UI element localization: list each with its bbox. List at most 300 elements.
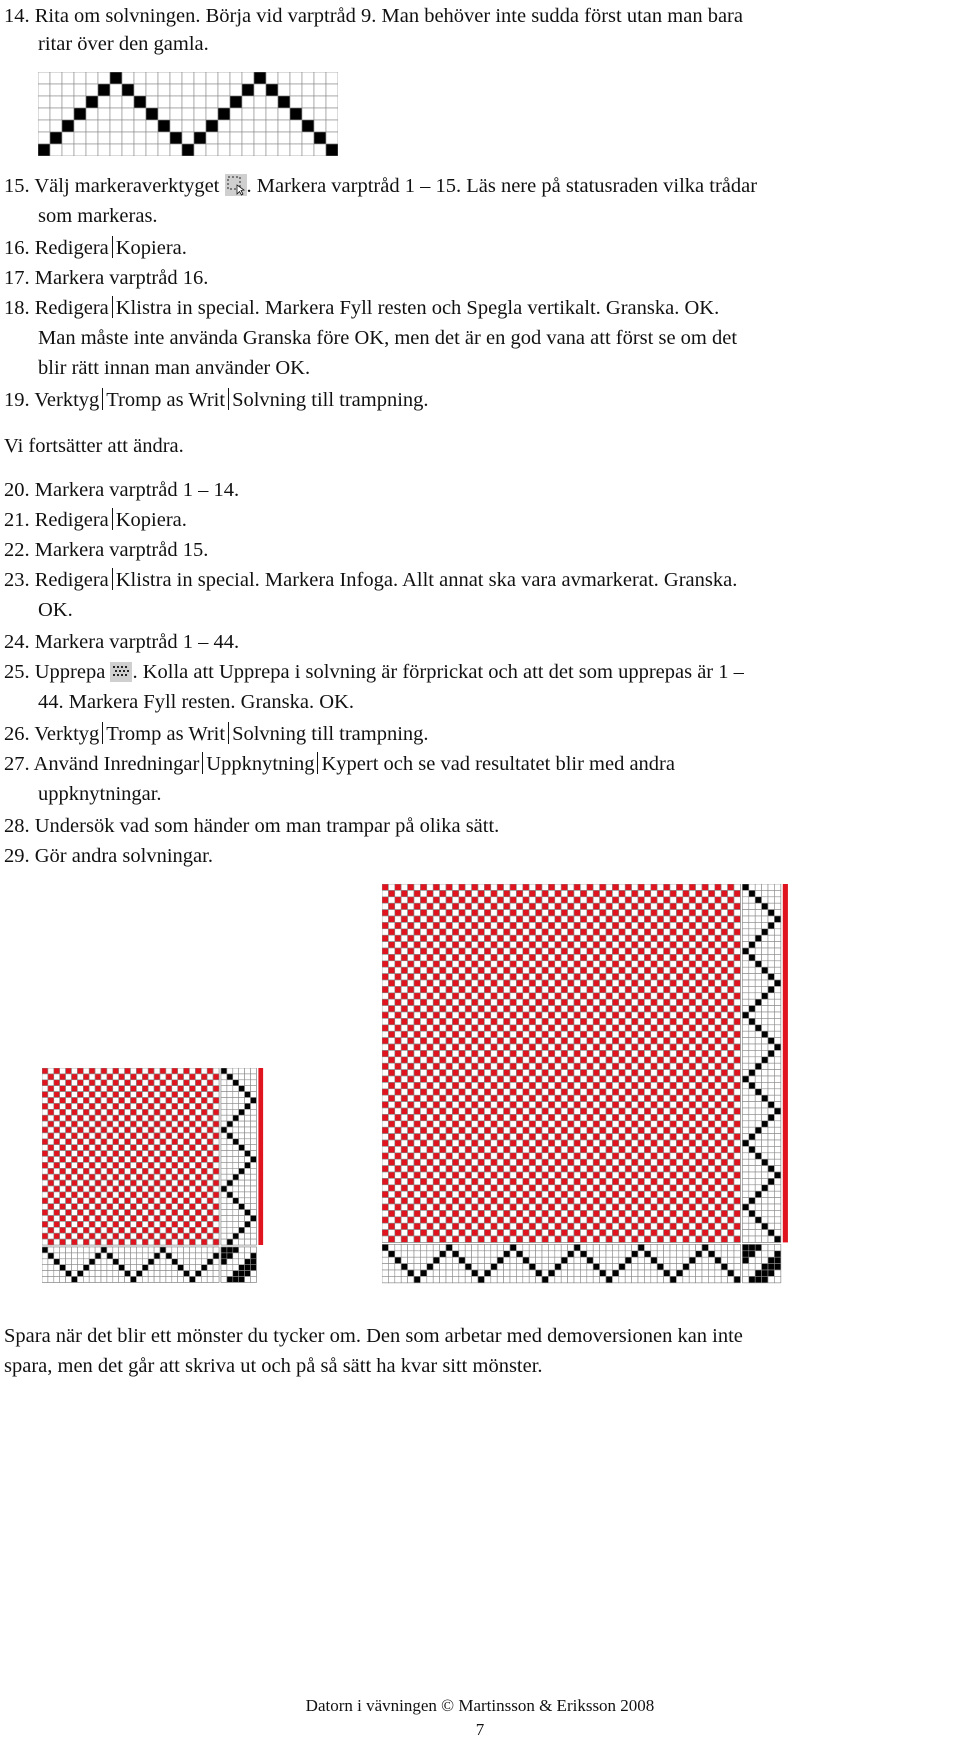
large-drawdown-cell: [440, 1178, 446, 1184]
large-drawdown-cell: [574, 1102, 580, 1108]
large-drawdown-cell: [606, 1140, 612, 1146]
small-treadling-cell: [251, 1227, 257, 1233]
large-drawdown-cell: [683, 1025, 689, 1031]
large-drawdown-cell: [625, 993, 631, 999]
small-drawdown-cell: [166, 1221, 172, 1227]
small-drawdown-cell: [113, 1074, 119, 1080]
large-drawdown-cell: [625, 1114, 631, 1120]
large-drawdown-cell: [440, 1230, 446, 1236]
large-drawdown-cell: [670, 993, 676, 999]
small-drawdown-cell: [66, 1186, 72, 1192]
small-threading-cell: [136, 1259, 142, 1265]
large-drawdown-cell: [593, 1159, 599, 1165]
small-drawdown-cell: [101, 1121, 107, 1127]
small-threading-cell: [172, 1259, 178, 1265]
small-drawdown-cell: [207, 1145, 213, 1151]
small-drawdown-cell: [160, 1103, 166, 1109]
small-drawdown-cell: [142, 1174, 148, 1180]
large-drawdown-cell: [702, 1044, 708, 1050]
large-treadling-cell: [742, 935, 748, 941]
large-drawdown-cell: [715, 1140, 721, 1146]
small-drawdown-cell: [89, 1204, 95, 1210]
large-drawdown-cell: [433, 1140, 439, 1146]
large-drawdown-cell: [670, 1210, 676, 1216]
small-drawdown-cell: [201, 1186, 207, 1192]
small-drawdown-cell: [201, 1092, 207, 1098]
large-drawdown-cell: [555, 1236, 561, 1242]
small-drawdown-cell: [190, 1174, 196, 1180]
large-drawdown-cell: [408, 1057, 414, 1063]
large-drawdown-cell: [408, 980, 414, 986]
small-drawdown-cell: [72, 1145, 78, 1151]
large-drawdown-cell: [504, 1095, 510, 1101]
large-drawdown-cell: [484, 1178, 490, 1184]
large-drawdown-cell: [484, 1236, 490, 1242]
large-drawdown-cell: [542, 903, 548, 909]
large-drawdown-cell: [446, 1191, 452, 1197]
small-drawdown-cell: [72, 1151, 78, 1157]
large-drawdown-cell: [555, 1121, 561, 1127]
large-drawdown-cell: [638, 993, 644, 999]
large-drawdown-cell: [638, 1102, 644, 1108]
threading-cell: [302, 108, 314, 120]
large-drawdown-cell: [420, 1153, 426, 1159]
large-drawdown-cell: [593, 1057, 599, 1063]
large-drawdown-cell: [644, 910, 650, 916]
large-drawdown-cell: [632, 884, 638, 890]
large-drawdown-cell: [555, 910, 561, 916]
small-drawdown-cell: [213, 1204, 219, 1210]
small-treadling-cell: [227, 1233, 233, 1239]
large-drawdown-cell: [587, 890, 593, 896]
large-drawdown-cell: [580, 1076, 586, 1082]
large-drawdown-cell: [401, 1063, 407, 1069]
small-drawdown-cell: [101, 1221, 107, 1227]
large-drawdown-cell: [638, 1070, 644, 1076]
large-drawdown-cell: [632, 922, 638, 928]
small-treadling-cell: [233, 1204, 239, 1210]
small-drawdown-cell: [89, 1233, 95, 1239]
large-drawdown-cell: [657, 929, 663, 935]
small-drawdown-cell: [101, 1086, 107, 1092]
large-drawdown-cell: [408, 1172, 414, 1178]
large-drawdown-cell: [651, 993, 657, 999]
large-drawdown-cell: [542, 922, 548, 928]
large-drawdown-cell: [696, 999, 702, 1005]
small-drawdown-cell: [184, 1239, 190, 1245]
small-treadling-cell: [239, 1186, 245, 1192]
large-drawdown-cell: [734, 1006, 740, 1012]
small-drawdown-cell: [207, 1109, 213, 1115]
large-drawdown-cell: [683, 1057, 689, 1063]
large-drawdown-cell: [561, 954, 567, 960]
large-drawdown-cell: [670, 935, 676, 941]
large-drawdown-cell: [472, 1210, 478, 1216]
large-drawdown-cell: [670, 1095, 676, 1101]
large-drawdown-cell: [536, 999, 542, 1005]
large-drawdown-cell: [619, 1140, 625, 1146]
large-treadling-cell: [768, 1076, 774, 1082]
large-drawdown-cell: [683, 1038, 689, 1044]
large-drawdown-cell: [542, 1153, 548, 1159]
large-drawdown-cell: [676, 1134, 682, 1140]
large-drawdown-cell: [702, 993, 708, 999]
small-threading-cell: [184, 1271, 190, 1277]
large-drawdown-cell: [638, 1172, 644, 1178]
small-threading-cell: [195, 1253, 201, 1259]
large-drawdown-cell: [542, 961, 548, 967]
small-drawdown-cell: [89, 1127, 95, 1133]
small-drawdown-cell: [60, 1239, 66, 1245]
large-drawdown-cell: [478, 1102, 484, 1108]
large-drawdown-cell: [721, 1223, 727, 1229]
large-drawdown-cell: [593, 1146, 599, 1152]
small-drawdown-cell: [77, 1239, 83, 1245]
large-drawdown-cell: [625, 922, 631, 928]
large-drawdown-cell: [593, 1172, 599, 1178]
large-drawdown-cell: [632, 1172, 638, 1178]
large-drawdown-cell: [491, 1114, 497, 1120]
large-treadling-cell: [755, 910, 761, 916]
large-drawdown-cell: [580, 1006, 586, 1012]
small-drawdown-cell: [190, 1086, 196, 1092]
small-drawdown-cell: [42, 1168, 48, 1174]
large-treadling-cell: [749, 922, 755, 928]
small-drawdown-cell: [66, 1157, 72, 1163]
large-treadling-cell: [749, 929, 755, 935]
small-drawdown-cell: [190, 1080, 196, 1086]
large-drawdown-cell: [433, 1191, 439, 1197]
large-drawdown-cell: [644, 1006, 650, 1012]
small-drawdown-cell: [213, 1080, 219, 1086]
large-drawdown-cell: [491, 1198, 497, 1204]
large-drawdown-cell: [734, 1057, 740, 1063]
large-drawdown-cell: [536, 916, 542, 922]
large-drawdown-cell: [536, 1063, 542, 1069]
large-drawdown-cell: [440, 1114, 446, 1120]
large-drawdown-cell: [721, 954, 727, 960]
large-drawdown-cell: [420, 1114, 426, 1120]
large-drawdown-cell: [708, 1121, 714, 1127]
large-drawdown-cell: [465, 1031, 471, 1037]
large-drawdown-cell: [382, 1012, 388, 1018]
small-tieup-cell: [227, 1265, 233, 1271]
large-drawdown-cell: [459, 1038, 465, 1044]
large-drawdown-cell: [708, 922, 714, 928]
large-drawdown-cell: [516, 890, 522, 896]
large-drawdown-cell: [465, 916, 471, 922]
large-drawdown-cell: [664, 1185, 670, 1191]
small-drawdown-cell: [95, 1151, 101, 1157]
large-treadling-cell: [774, 1223, 780, 1229]
large-drawdown-cell: [420, 1006, 426, 1012]
large-drawdown-cell: [728, 1031, 734, 1037]
large-drawdown-cell: [644, 1127, 650, 1133]
large-drawdown-cell: [484, 1191, 490, 1197]
large-drawdown-cell: [382, 1070, 388, 1076]
large-drawdown-cell: [568, 916, 574, 922]
small-drawdown-cell: [201, 1098, 207, 1104]
small-drawdown-cell: [213, 1151, 219, 1157]
small-drawdown-cell: [107, 1168, 113, 1174]
large-drawdown-cell: [657, 897, 663, 903]
large-drawdown-cell: [734, 1204, 740, 1210]
large-drawdown-cell: [497, 1102, 503, 1108]
large-drawdown-cell: [715, 1018, 721, 1024]
large-drawdown-cell: [414, 999, 420, 1005]
large-drawdown-cell: [388, 967, 394, 973]
small-drawdown-cell: [207, 1115, 213, 1121]
large-drawdown-cell: [472, 1223, 478, 1229]
large-drawdown-cell: [452, 1191, 458, 1197]
small-drawdown-cell: [131, 1074, 137, 1080]
small-drawdown-cell: [201, 1103, 207, 1109]
large-treadling-cell: [774, 1153, 780, 1159]
small-threading-cell: [95, 1253, 101, 1259]
large-drawdown-cell: [401, 1031, 407, 1037]
large-drawdown-cell: [395, 890, 401, 896]
threading-cell: [158, 120, 170, 132]
large-drawdown-cell: [484, 1204, 490, 1210]
small-treadling-cell: [221, 1121, 227, 1127]
large-drawdown-cell: [580, 961, 586, 967]
small-drawdown-cell: [77, 1216, 83, 1222]
small-drawdown-cell: [207, 1068, 213, 1074]
large-drawdown-cell: [683, 1191, 689, 1197]
small-drawdown-cell: [190, 1192, 196, 1198]
large-drawdown-cell: [529, 1095, 535, 1101]
large-drawdown-cell: [542, 1102, 548, 1108]
large-drawdown-cell: [664, 974, 670, 980]
large-drawdown-cell: [548, 1095, 554, 1101]
large-drawdown-cell: [670, 1012, 676, 1018]
large-drawdown-cell: [440, 916, 446, 922]
large-drawdown-cell: [484, 948, 490, 954]
large-drawdown-cell: [478, 1031, 484, 1037]
small-threading-cell: [119, 1277, 125, 1283]
small-tieup-cell: [251, 1265, 257, 1271]
large-drawdown-cell: [465, 961, 471, 967]
small-drawdown-cell: [66, 1080, 72, 1086]
large-drawdown-cell: [715, 1134, 721, 1140]
large-drawdown-cell: [555, 1204, 561, 1210]
large-drawdown-cell: [593, 999, 599, 1005]
large-drawdown-cell: [619, 884, 625, 890]
large-drawdown-cell: [606, 884, 612, 890]
small-tieup-cell: [227, 1247, 233, 1253]
large-drawdown-cell: [491, 1025, 497, 1031]
threading-cell: [74, 96, 86, 108]
large-drawdown-cell: [420, 910, 426, 916]
large-drawdown-cell: [542, 1012, 548, 1018]
large-drawdown-cell: [574, 1146, 580, 1152]
large-treadling-cell: [762, 1095, 768, 1101]
large-drawdown-cell: [542, 1178, 548, 1184]
threading-cell: [146, 96, 158, 108]
small-drawdown-cell: [142, 1192, 148, 1198]
large-drawdown-cell: [734, 1044, 740, 1050]
large-drawdown-cell: [497, 1018, 503, 1024]
large-drawdown-cell: [651, 897, 657, 903]
large-drawdown-cell: [440, 1140, 446, 1146]
large-drawdown-cell: [715, 1044, 721, 1050]
large-drawdown-cell: [484, 1108, 490, 1114]
large-drawdown-cell: [702, 999, 708, 1005]
large-drawdown-cell: [728, 897, 734, 903]
large-drawdown-cell: [491, 890, 497, 896]
small-drawdown-cell: [207, 1133, 213, 1139]
large-drawdown-cell: [395, 929, 401, 935]
large-treadling-cell: [774, 948, 780, 954]
large-drawdown-cell: [401, 980, 407, 986]
large-drawdown-cell: [580, 903, 586, 909]
threading-cell: [110, 84, 122, 96]
large-drawdown-cell: [696, 922, 702, 928]
large-drawdown-cell: [728, 1050, 734, 1056]
large-drawdown-cell: [484, 1076, 490, 1082]
large-drawdown-cell: [420, 1172, 426, 1178]
large-drawdown-cell: [612, 1236, 618, 1242]
large-drawdown-cell: [568, 1230, 574, 1236]
large-drawdown-cell: [388, 1127, 394, 1133]
large-drawdown-cell: [472, 910, 478, 916]
large-drawdown-cell: [452, 961, 458, 967]
small-drawdown-cell: [77, 1186, 83, 1192]
large-drawdown-cell: [644, 1236, 650, 1242]
small-drawdown-cell: [142, 1068, 148, 1074]
small-drawdown-cell: [60, 1068, 66, 1074]
large-treadling-cell: [768, 980, 774, 986]
large-drawdown-cell: [395, 1102, 401, 1108]
large-drawdown-cell: [734, 1102, 740, 1108]
large-drawdown-cell: [612, 1178, 618, 1184]
small-drawdown-cell: [89, 1092, 95, 1098]
small-drawdown-cell: [77, 1151, 83, 1157]
small-drawdown-cell: [136, 1186, 142, 1192]
large-drawdown-cell: [510, 1191, 516, 1197]
large-drawdown-cell: [433, 993, 439, 999]
large-treadling-cell: [742, 948, 748, 954]
large-drawdown-cell: [689, 986, 695, 992]
large-drawdown-cell: [529, 1204, 535, 1210]
small-drawdown-cell: [131, 1162, 137, 1168]
large-drawdown-cell: [395, 903, 401, 909]
large-drawdown-cell: [504, 890, 510, 896]
large-drawdown-cell: [497, 1006, 503, 1012]
large-drawdown-cell: [382, 1102, 388, 1108]
small-drawdown-cell: [178, 1186, 184, 1192]
large-drawdown-cell: [395, 1089, 401, 1095]
threading-cell: [266, 144, 278, 156]
small-threading-cell: [95, 1259, 101, 1265]
large-drawdown-cell: [574, 1230, 580, 1236]
large-drawdown-cell: [689, 954, 695, 960]
small-drawdown-cell: [42, 1133, 48, 1139]
large-drawdown-cell: [715, 910, 721, 916]
small-drawdown-cell: [142, 1227, 148, 1233]
large-drawdown-cell: [420, 986, 426, 992]
large-drawdown-cell: [734, 929, 740, 935]
large-drawdown-cell: [484, 1230, 490, 1236]
large-drawdown-cell: [651, 1082, 657, 1088]
large-drawdown-cell: [548, 1185, 554, 1191]
large-drawdown-cell: [433, 1230, 439, 1236]
large-drawdown-cell: [715, 961, 721, 967]
large-drawdown-cell: [587, 967, 593, 973]
small-treadling-cell: [245, 1174, 251, 1180]
large-drawdown-cell: [548, 1044, 554, 1050]
small-drawdown-cell: [184, 1216, 190, 1222]
large-drawdown-cell: [600, 1210, 606, 1216]
small-drawdown-cell: [125, 1227, 131, 1233]
small-treadling-cell: [251, 1204, 257, 1210]
large-drawdown-cell: [395, 1210, 401, 1216]
large-drawdown-cell: [606, 1108, 612, 1114]
large-drawdown-cell: [561, 986, 567, 992]
large-drawdown-cell: [580, 1038, 586, 1044]
large-drawdown-cell: [683, 1159, 689, 1165]
large-drawdown-cell: [555, 1178, 561, 1184]
large-drawdown-cell: [632, 1070, 638, 1076]
small-drawdown-cell: [160, 1092, 166, 1098]
threading-cell: [218, 144, 230, 156]
large-drawdown-cell: [484, 903, 490, 909]
small-drawdown-cell: [77, 1068, 83, 1074]
large-drawdown-cell: [702, 1076, 708, 1082]
large-drawdown-cell: [676, 1006, 682, 1012]
large-drawdown-cell: [721, 1050, 727, 1056]
large-drawdown-cell: [472, 999, 478, 1005]
large-treadling-cell: [742, 1198, 748, 1204]
large-drawdown-cell: [446, 890, 452, 896]
large-drawdown-cell: [395, 974, 401, 980]
small-drawdown-cell: [190, 1168, 196, 1174]
large-threading-cell: [484, 1244, 490, 1250]
large-drawdown-cell: [580, 1121, 586, 1127]
large-drawdown-cell: [619, 1050, 625, 1056]
small-drawdown-cell: [201, 1157, 207, 1163]
large-drawdown-cell: [452, 980, 458, 986]
small-drawdown-cell: [72, 1139, 78, 1145]
large-drawdown-cell: [491, 1063, 497, 1069]
large-drawdown-cell: [516, 922, 522, 928]
large-drawdown-cell: [721, 1025, 727, 1031]
large-drawdown-cell: [715, 890, 721, 896]
large-treadling-cell: [768, 942, 774, 948]
small-drawdown-cell: [125, 1186, 131, 1192]
large-drawdown-cell: [580, 1146, 586, 1152]
large-drawdown-cell: [670, 986, 676, 992]
small-drawdown-cell: [60, 1103, 66, 1109]
large-drawdown-cell: [561, 916, 567, 922]
large-drawdown-cell: [440, 1217, 446, 1223]
large-drawdown-cell: [427, 890, 433, 896]
large-drawdown-cell: [516, 1050, 522, 1056]
large-drawdown-cell: [536, 1217, 542, 1223]
small-drawdown-cell: [66, 1162, 72, 1168]
large-drawdown-cell: [561, 1006, 567, 1012]
large-drawdown-cell: [619, 1031, 625, 1037]
large-drawdown-cell: [638, 1012, 644, 1018]
large-drawdown-cell: [702, 1134, 708, 1140]
large-drawdown-cell: [510, 1082, 516, 1088]
large-drawdown-cell: [465, 1050, 471, 1056]
small-threading-cell: [184, 1265, 190, 1271]
small-drawdown-cell: [60, 1233, 66, 1239]
large-treadling-cell: [742, 999, 748, 1005]
large-drawdown-cell: [561, 1121, 567, 1127]
large-drawdown-cell: [472, 961, 478, 967]
